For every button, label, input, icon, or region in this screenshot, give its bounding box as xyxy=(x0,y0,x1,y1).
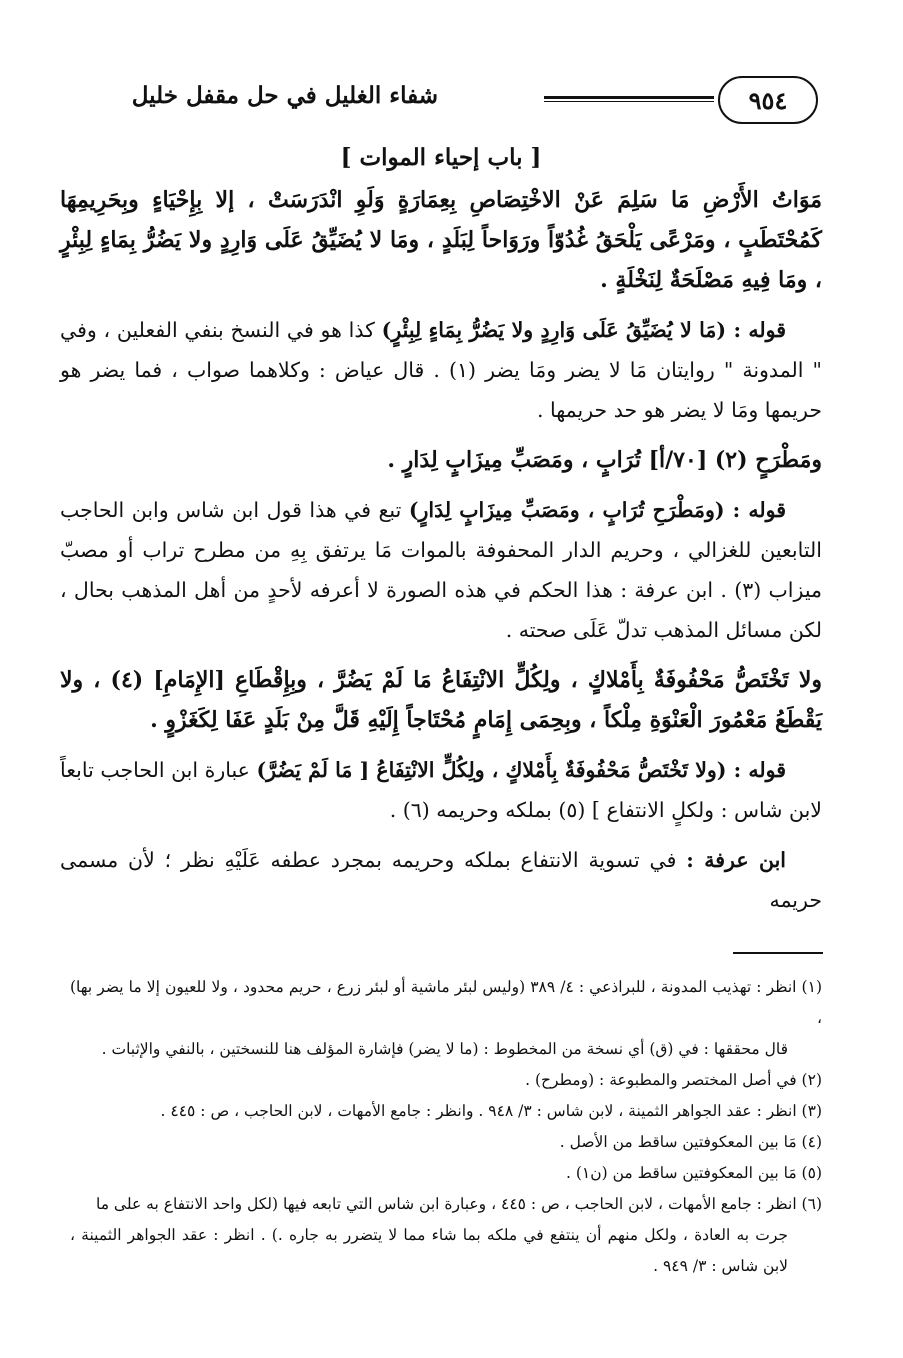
page-number: ٩٥٤ xyxy=(718,76,818,124)
matn-paragraph: مَوَاتُ الأَرْضِ مَا سَلِمَ عَنْ الاخْتِصَاصِ بِعِمَارَةٍ وَلَوِ انْدَرَسَتْ ، إلا بِإِحْيَاءٍ وبِحَرِيمِهَا كَمُحْتَطَبٍ ، ومَرْعًى يَلْحَقُ غُدُوّاً ورَوَاحاً لِبَلَدٍ ، ومَا لا يُضَيِّقُ عَلَى وَارِدٍ ولا يَضُرُّ بِمَاءٍ لِبِئْرٍ ، ومَا فِيهِ مَصْلَحَةٌ لِنَخْلَةٍ . xyxy=(60,187,822,293)
matn-paragraph: ولا تَخْتَصُّ مَحْفُوفَةٌ بِأَمْلاكٍ ، ولِكُلٍّ الانْتِفَاعُ مَا لَمْ يَضُرَّ ، وبِإِقْطَاعِ [الإِمَامِ] (٤) ، ولا يَقْطَعُ مَعْمُورَ الْعَنْوَةِ مِلْكاً ، وبِحِمَى إِمَامٍ مُحْتَاجاً إِلَيْهِ قَلَّ مِنْ بَلَدٍ عَفَا لِكَغَزْوٍ . xyxy=(60,667,823,733)
sharh-paragraph xyxy=(60,840,822,920)
footnote: (٤) مَا بين المعكوفتين ساقط من الأصل . xyxy=(559,1133,822,1151)
footnote: (٢) في أصل المختصر والمطبوعة : (ومطرح) . xyxy=(525,1071,822,1089)
sharh-paragraph xyxy=(60,750,822,830)
sharh-text: في تسوية الانتفاع بملكه وحريمه بمجرد عطفه عَلَيْهِ نظر ؛ لأن مسمى حريمه xyxy=(60,848,822,912)
footnotes xyxy=(70,972,822,1282)
matn-paragraph: ومَطْرَحٍ (٢) [٧٠/أ] تُرَابٍ ، ومَصَبِّ مِيزَابٍ لِدَارٍ . xyxy=(387,447,822,473)
sharh-quote: ابن عرفة : xyxy=(686,848,787,872)
sharh-quote: قوله : (ومَطْرَحِ تُرَابٍ ، ومَصَبِّ مِيزَابٍ لِدَارٍ) xyxy=(408,498,786,522)
sharh-paragraph xyxy=(60,490,822,650)
sharh-paragraph xyxy=(60,310,822,430)
header-rule xyxy=(544,96,714,102)
footnote: (٥) مَا بين المعكوفتين ساقط من (ن١) . xyxy=(565,1164,822,1182)
sharh-quote: قوله : (مَا لا يُضَيِّقُ عَلَى وَارِدٍ ولا يَضُرُّ بِمَاءٍ لِبِئْرٍ) xyxy=(381,318,787,342)
sharh-quote: قوله : (ولا تَخْتَصُّ مَحْفُوفَةٌ بِأَمْلاكٍ ، ولِكُلٍّ الانْتِفَاعُ [ مَا لَمْ يَضُرَّ) xyxy=(256,758,786,782)
sharh-text: كذا هو في النسخ بنفي الفعلين ، وفي " المدونة " روايتان مَا لا يضر ومَا يضر (١) . قال عياض : وكلاهما صواب ، فما يضر هو حريمها ومَا لا يضر هو حد حريمها . xyxy=(60,318,822,422)
footnote: (١) انظر : تهذيب المدونة ، للبراذعي : ٤/ ٣٨٩ (وليس لبئر ماشية أو لبئر زرع ، حريم محدود ، ولا للعيون إلا ما يضر بها) ، xyxy=(70,978,822,1027)
sharh-text: تبع في هذا قول ابن شاس وابن الحاجب التابعين للغزالي ، وحريم الدار المحفوفة بالموات مَا يرتفق بِهِ من مطرح تراب أو مصبّ ميزاب (٣) . ابن عرفة : هذا الحكم في هذه الصورة لا أعرفه لأحدٍ من أهل المذهب بحال ، لكن مسائل المذهب تدلّ عَلَى صحته . xyxy=(60,498,822,642)
page-header xyxy=(58,70,818,126)
footnote-continuation: جرت به العادة ، ولكل منهم أن ينتفع في ملكه بما شاء مما لا يتضرر به جاره .) . انظر : عقد الجواهر الثمينة ، لابن شاس : ٣/ ٩٤٩ . xyxy=(70,1226,788,1275)
running-title: شفاء الغليل في حل مقفل خليل xyxy=(131,82,438,109)
sharh-text: عبارة ابن الحاجب تابعاً لابن شاس : ولكلٍ الانتفاع ] (٥) بملكه وحريمه (٦) . xyxy=(60,758,822,822)
footnote: (٣) انظر : عقد الجواهر الثمينة ، لابن شاس : ٣/ ٩٤٨ . وانظر : جامع الأمهات ، لابن الحاجب ، ص : ٤٤٥ . xyxy=(160,1102,822,1120)
footnote-continuation: قال محققها : في (ق) أي نسخة من المخطوط : (ما لا يضر) فإشارة المؤلف هنا للنسختين ، بالنفي والإثبات . xyxy=(101,1040,788,1058)
main-text xyxy=(60,138,822,930)
chapter-title: [ باب إحياء الموات ] xyxy=(340,144,542,171)
footnote-separator xyxy=(733,952,823,954)
footnote: (٦) انظر : جامع الأمهات ، لابن الحاجب ، ص : ٤٤٥ ، وعبارة ابن شاس التي تابعه فيها (لكل واحد الانتفاع به على ما xyxy=(95,1195,822,1213)
